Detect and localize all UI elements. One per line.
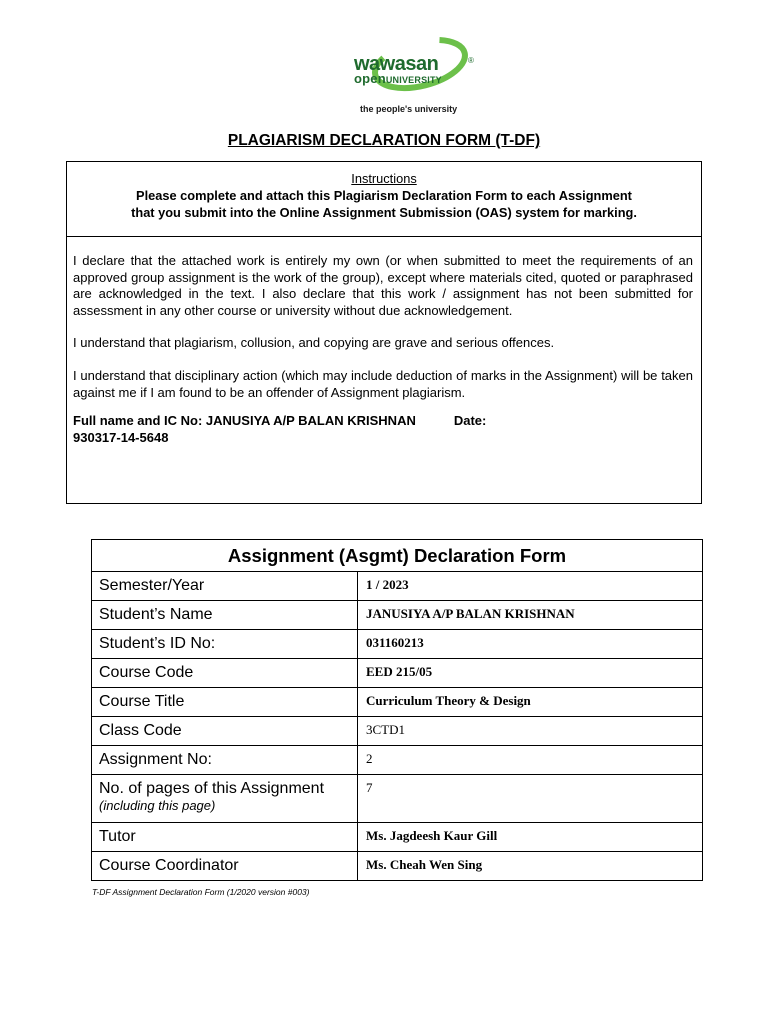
table-row (92, 630, 703, 659)
plagiarism-declaration-box (66, 161, 702, 504)
row-value: EED 215/05 (358, 659, 703, 688)
table-row (92, 688, 703, 717)
row-label: Semester/Year (92, 572, 358, 601)
table-row (92, 746, 703, 775)
page-title: PLAGIARISM DECLARATION FORM (T-DF) (227, 132, 541, 149)
instructions-line-2: that you submit into the Online Assignment Submission (OAS) system for marking. (131, 205, 637, 220)
signatory-details (73, 413, 693, 446)
row-label-text: No. of pages of this Assignment (99, 780, 325, 797)
instructions-section (67, 162, 701, 237)
table-row (92, 601, 703, 630)
table-row (92, 659, 703, 688)
university-logo (350, 32, 490, 118)
table-row (92, 572, 703, 601)
table-row (92, 775, 703, 823)
declaration-paragraph-2: I understand that plagiarism, collusion, and copying are grave and serious offences. (73, 335, 555, 351)
logo-registered-mark: ® (468, 56, 474, 65)
assignment-form-heading: Assignment (Asgmt) Declaration Form (92, 540, 703, 572)
full-name-ic-label: Full name and IC No: JANUSIYA A/P BALAN KRISHNAN (73, 413, 416, 429)
table-row (92, 717, 703, 746)
row-label: Student’s ID No: (92, 630, 358, 659)
row-label: Tutor (92, 823, 358, 852)
row-value: Ms. Jagdeesh Kaur Gill (358, 823, 703, 852)
row-value: 3CTD1 (358, 717, 703, 746)
row-sublabel: (including this page) (99, 798, 216, 813)
declaration-paragraph-1: I declare that the attached work is entirely my own (or when submitted to meet the requirements of an approved group assignment is the work of the group), except where materials cited, quoted or paraphrased are acknowledged in the text. I also declare that this work / assignment has not been submitted for assessment in any other course or university without due acknowledgement. (73, 253, 693, 318)
instructions-heading: Instructions (351, 171, 417, 186)
logo-name-open-university: openUNIVERSITY (354, 71, 442, 86)
table-row (92, 852, 703, 881)
form-version-footnote: T-DF Assignment Declaration Form (1/2020 version #003) (92, 887, 310, 897)
row-value: 031160213 (358, 630, 703, 659)
row-value: Curriculum Theory & Design (358, 688, 703, 717)
row-label: Course Code (92, 659, 358, 688)
row-value: Ms. Cheah Wen Sing (358, 852, 703, 881)
logo-tagline: the people's university (360, 104, 458, 114)
row-label: Assignment No: (92, 746, 358, 775)
row-label: Course Coordinator (92, 852, 358, 881)
ic-number: 930317-14-5648 (73, 429, 169, 445)
declaration-body (67, 237, 701, 446)
date-label: Date: (453, 413, 487, 429)
row-label: Course Title (92, 688, 358, 717)
declaration-paragraph-3: I understand that disciplinary action (which may include deduction of marks in the Assignment) will be taken against me if I am found to be an offender of Assignment plagiarism. (73, 367, 693, 400)
row-value: 1 / 2023 (358, 572, 703, 601)
row-label (92, 775, 358, 823)
row-value: JANUSIYA A/P BALAN KRISHNAN (358, 601, 703, 630)
row-value: 7 (358, 775, 703, 823)
row-label: Class Code (92, 717, 358, 746)
table-row (92, 823, 703, 852)
logo-name-wawasan: wawasan (354, 53, 439, 75)
row-label: Student’s Name (92, 601, 358, 630)
instructions-line-1: Please complete and attach this Plagiarism Declaration Form to each Assignment (136, 188, 632, 203)
assignment-declaration-table (91, 539, 703, 881)
row-value: 2 (358, 746, 703, 775)
